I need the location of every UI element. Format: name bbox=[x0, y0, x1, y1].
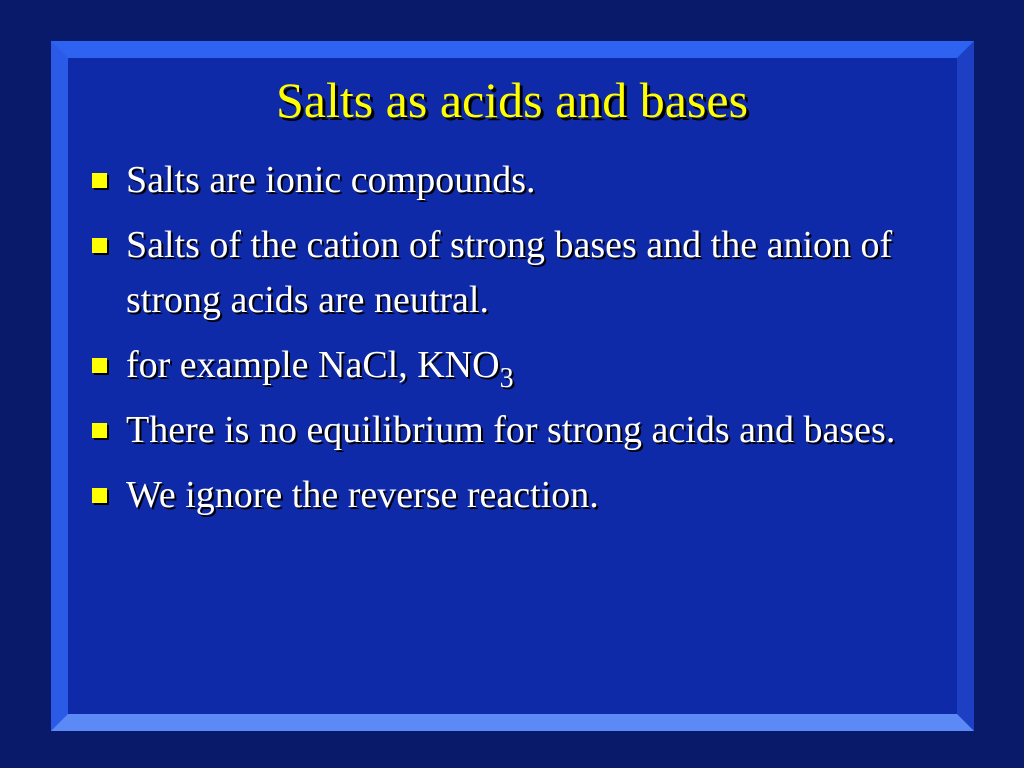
bullet-text: We ignore the reverse reaction. bbox=[126, 474, 599, 516]
bullet-text: There is no equilibrium for strong acids and bases. bbox=[126, 409, 896, 451]
bullet-item bbox=[90, 468, 940, 523]
slide-title: Salts as acids and bases bbox=[275, 72, 749, 128]
subscript: 3 bbox=[499, 363, 514, 394]
square-bullet-icon bbox=[92, 488, 107, 503]
bullet-item bbox=[90, 338, 940, 393]
square-bullet-icon bbox=[92, 358, 107, 373]
bullet-text: Salts of the cation of strong bases and the anion of strong acids are neutral. bbox=[126, 224, 893, 321]
bullet-text: for example NaCl, KNO bbox=[126, 344, 500, 386]
square-bullet-icon bbox=[92, 238, 107, 253]
square-bullet-icon bbox=[92, 173, 107, 188]
square-bullet-icon bbox=[92, 423, 107, 438]
bullet-text: Salts are ionic compounds. bbox=[126, 159, 536, 201]
bullet-list bbox=[90, 153, 940, 533]
bullet-item bbox=[90, 218, 940, 328]
bullet-item bbox=[90, 403, 940, 458]
bullet-item bbox=[90, 153, 940, 208]
